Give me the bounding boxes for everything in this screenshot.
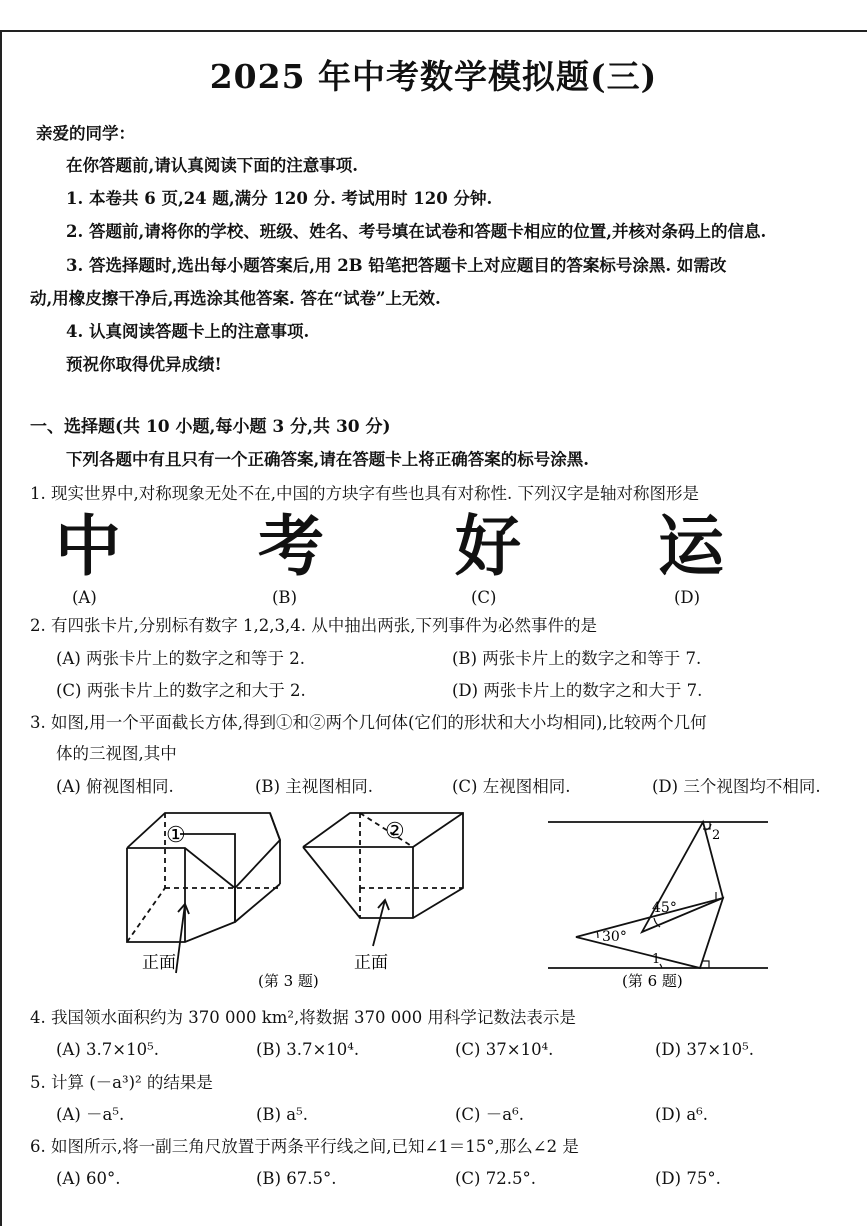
greeting: 亲爱的同学： xyxy=(36,124,135,143)
q6-option-b: (B) 67.5°. xyxy=(256,1169,337,1188)
solid-2-mark: ② xyxy=(385,819,405,844)
q1-label-a: (A) xyxy=(72,588,97,607)
q3-stem-line1: 3. 如图,用一个平面截长方体,得到①和②两个几何体(它们的形状和大小均相同),比较两个几何 xyxy=(30,713,707,732)
fig3-caption: (第 3 题) xyxy=(258,972,319,990)
notice-3-cont: 动,用橡皮擦干净后,再选涂其他答案. 答在“试卷”上无效. xyxy=(30,289,441,308)
q1-char-b: 考 xyxy=(258,508,324,585)
fig6-caption: (第 6 题) xyxy=(622,972,683,990)
section-instruction: 下列各题中有且只有一个正确答案,请在答题卡上将正确答案的标号涂黑. xyxy=(66,450,589,469)
q6-option-d: (D) 75°. xyxy=(655,1169,721,1188)
q1-char-d: 运 xyxy=(658,508,724,585)
q2-option-d: (D) 两张卡片上的数字之和大于 7. xyxy=(452,681,703,700)
notice-lead: 在你答题前,请认真阅读下面的注意事项. xyxy=(66,156,358,175)
q5-option-c: (C) －a⁶. xyxy=(455,1105,524,1124)
q3-option-a: (A) 俯视图相同. xyxy=(56,777,174,796)
q4-option-b: (B) 3.7×10⁴. xyxy=(256,1040,360,1059)
q1-label-c: (C) xyxy=(471,588,497,607)
q4-stem: 4. 我国领水面积约为 370 000 km²,将数据 370 000 用科学记数法表示是 xyxy=(30,1008,576,1027)
q6-option-a: (A) 60°. xyxy=(56,1169,121,1188)
fig6-angle-1-label: 1 xyxy=(652,952,661,967)
q6-stem: 6. 如图所示,将一副三角尺放置于两条平行线之间,已知∠1＝15°,那么∠2 是 xyxy=(30,1137,579,1156)
q1-char-c: 好 xyxy=(455,508,521,585)
solid-1-figure xyxy=(127,813,280,973)
q4-option-a: (A) 3.7×10⁵. xyxy=(56,1040,159,1059)
fig6-angle-2-label: 2 xyxy=(712,828,721,843)
notice-3: 3. 答选择题时,选出每小题答案后,用 2B 铅笔把答题卡上对应题目的答案标号涂黑. 如需改 xyxy=(66,256,727,275)
page-border-left xyxy=(0,30,2,1226)
solid-1-mark: ① xyxy=(166,823,186,848)
q4-option-c: (C) 37×10⁴. xyxy=(455,1040,554,1059)
solid-2-figure xyxy=(303,813,463,946)
page-border-top xyxy=(0,30,867,32)
q1-label-b: (B) xyxy=(272,588,297,607)
q1-char-a: 中 xyxy=(55,508,121,585)
solid-1-front-label: 正面 xyxy=(142,953,176,973)
fig6-angle-30-label: 30° xyxy=(602,929,627,945)
q5-stem: 5. 计算 (－a³)² 的结果是 xyxy=(30,1073,213,1092)
notice-2: 2. 答题前,请将你的学校、班级、姓名、考号填在试卷和答题卡相应的位置,并核对条码上的信息. xyxy=(66,222,767,241)
q3-option-d: (D) 三个视图均不相同. xyxy=(652,777,821,796)
q1-label-d: (D) xyxy=(674,588,701,607)
q5-option-d: (D) a⁶. xyxy=(655,1105,709,1124)
q4-option-d: (D) 37×10⁵. xyxy=(655,1040,755,1059)
notice-1: 1. 本卷共 6 页,24 题,满分 120 分. 考试用时 120 分钟. xyxy=(66,189,493,208)
solid-2-front-label: 正面 xyxy=(354,953,388,973)
q5-option-b: (B) a⁵. xyxy=(256,1105,308,1124)
q3-option-b: (B) 主视图相同. xyxy=(255,777,373,796)
q2-option-b: (B) 两张卡片上的数字之和等于 7. xyxy=(452,649,702,668)
parallel-lines-figure xyxy=(548,822,768,968)
q3-option-c: (C) 左视图相同. xyxy=(452,777,571,796)
page-title: 2025 年中考数学模拟题(三) xyxy=(209,57,658,96)
q2-option-c: (C) 两张卡片上的数字之和大于 2. xyxy=(56,681,306,700)
figures-area xyxy=(0,800,867,1000)
q1-stem: 1. 现实世界中,对称现象无处不在,中国的方块字有些也具有对称性. 下列汉字是轴对称图形是 xyxy=(30,484,699,503)
section-heading: 一、选择题(共 10 小题,每小题 3 分,共 30 分) xyxy=(30,417,391,437)
q5-option-a: (A) －a⁵. xyxy=(56,1105,125,1124)
q2-option-a: (A) 两张卡片上的数字之和等于 2. xyxy=(56,649,306,668)
q3-stem-line2: 体的三视图,其中 xyxy=(56,744,177,763)
wish: 预祝你取得优异成绩! xyxy=(66,355,222,374)
q2-stem: 2. 有四张卡片,分别标有数字 1,2,3,4. 从中抽出两张,下列事件为必然事件的是 xyxy=(30,616,597,635)
notice-4: 4. 认真阅读答题卡上的注意事项. xyxy=(66,322,310,341)
fig6-angle-45-label: 45° xyxy=(652,900,677,916)
q6-option-c: (C) 72.5°. xyxy=(455,1169,536,1188)
